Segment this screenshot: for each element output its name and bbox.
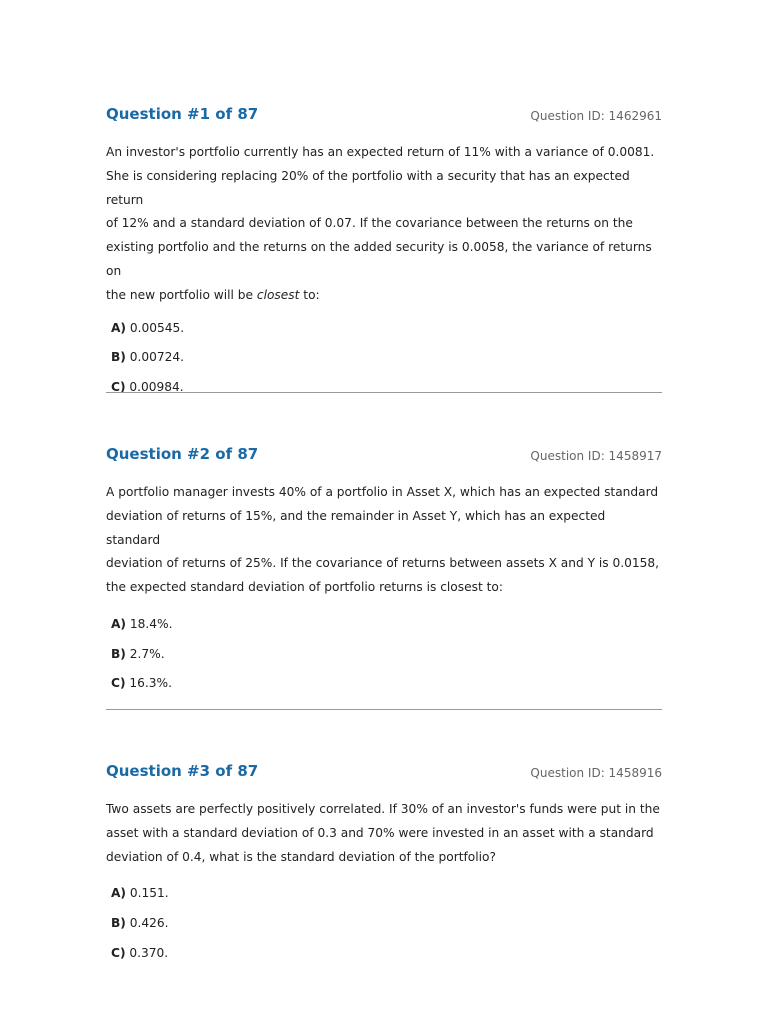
option-text: 0.151.	[129, 886, 169, 901]
answer-option-a[interactable]	[111, 879, 662, 909]
option-text: 2.7%.	[129, 646, 165, 661]
option-text: 0.426.	[129, 915, 169, 930]
question-text-line: She is considering replacing 20% of the portfolio with a security that has an expected return	[106, 168, 630, 207]
emphasis-text: closest	[256, 287, 300, 302]
question-text-line	[106, 284, 662, 308]
question-text-line: existing portfolio and the returns on the added security is 0.0058, the variance of returns on	[106, 240, 652, 278]
question-text-line: An investor's portfolio currently has an expected return of 11% with a variance of 0.0081.	[106, 145, 655, 159]
answer-options	[106, 879, 662, 968]
text-prefix: the new portfolio will be	[106, 287, 257, 302]
option-letter: C)	[111, 379, 126, 394]
question-divider	[106, 709, 662, 710]
question-text-line: deviation of 0.4, what is the standard deviation of the portfolio?	[106, 849, 496, 864]
option-letter: B)	[111, 915, 126, 930]
question-text-line: asset with a standard deviation of 0.3 and 70% were invested in an asset with a standard	[106, 825, 654, 840]
option-text: 0.00984.	[129, 379, 184, 394]
question-text-line: deviation of returns of 15%, and the remainder in Asset Y, which has an expected standard	[106, 508, 606, 547]
question-text	[106, 141, 662, 308]
question-header	[106, 104, 662, 134]
answer-option-a[interactable]	[111, 314, 662, 344]
option-letter: C)	[111, 945, 126, 960]
question-3	[106, 761, 662, 968]
option-text: 0.00545.	[129, 320, 185, 335]
option-letter: C)	[111, 676, 126, 691]
question-text-line: deviation of returns of 25%. If the covariance of returns between assets X and Y is 0.0158,	[106, 556, 660, 571]
question-divider	[106, 392, 662, 393]
question-id: Question ID: 1458917	[530, 449, 662, 463]
question-text-line: A portfolio manager invests 40% of a portfolio in Asset X, which has an expected standard	[106, 485, 659, 499]
question-title: Question #3 of 87	[106, 762, 259, 780]
question-title: Question #1 of 87	[106, 105, 259, 123]
answer-option-c[interactable]	[111, 669, 662, 699]
answer-option-c[interactable]	[111, 939, 662, 969]
answer-option-a[interactable]	[111, 610, 662, 640]
question-title: Question #2 of 87	[106, 445, 259, 463]
option-letter: B)	[111, 646, 126, 661]
question-header	[106, 444, 662, 474]
option-text: 18.4%.	[129, 616, 173, 631]
option-letter: B)	[111, 350, 126, 365]
question-text-line: Two assets are perfectly positively correlated. If 30% of an investor's funds were put in the	[106, 802, 660, 816]
option-letter: A)	[111, 886, 127, 901]
option-letter: A)	[111, 320, 127, 335]
answer-option-b[interactable]	[111, 343, 662, 373]
question-header	[106, 761, 662, 791]
answer-options	[106, 314, 662, 403]
option-text: 0.00724.	[129, 350, 185, 365]
question-1	[106, 104, 662, 402]
option-text: 0.370.	[129, 945, 169, 960]
question-text-line: the expected standard deviation of portfolio returns is closest to:	[106, 580, 503, 595]
answer-option-b[interactable]	[111, 640, 662, 670]
text-suffix: to:	[299, 287, 320, 302]
answer-option-c[interactable]	[111, 373, 662, 403]
question-id: Question ID: 1458916	[530, 766, 662, 780]
question-text-line: of 12% and a standard deviation of 0.07. If the covariance between the returns on the	[106, 216, 633, 231]
question-2	[106, 444, 662, 699]
question-text	[106, 481, 662, 600]
question-text	[106, 798, 662, 869]
answer-option-b[interactable]	[111, 909, 662, 939]
question-id: Question ID: 1462961	[530, 109, 662, 123]
option-letter: A)	[111, 616, 127, 631]
answer-options	[106, 610, 662, 699]
option-text: 16.3%.	[129, 676, 172, 691]
